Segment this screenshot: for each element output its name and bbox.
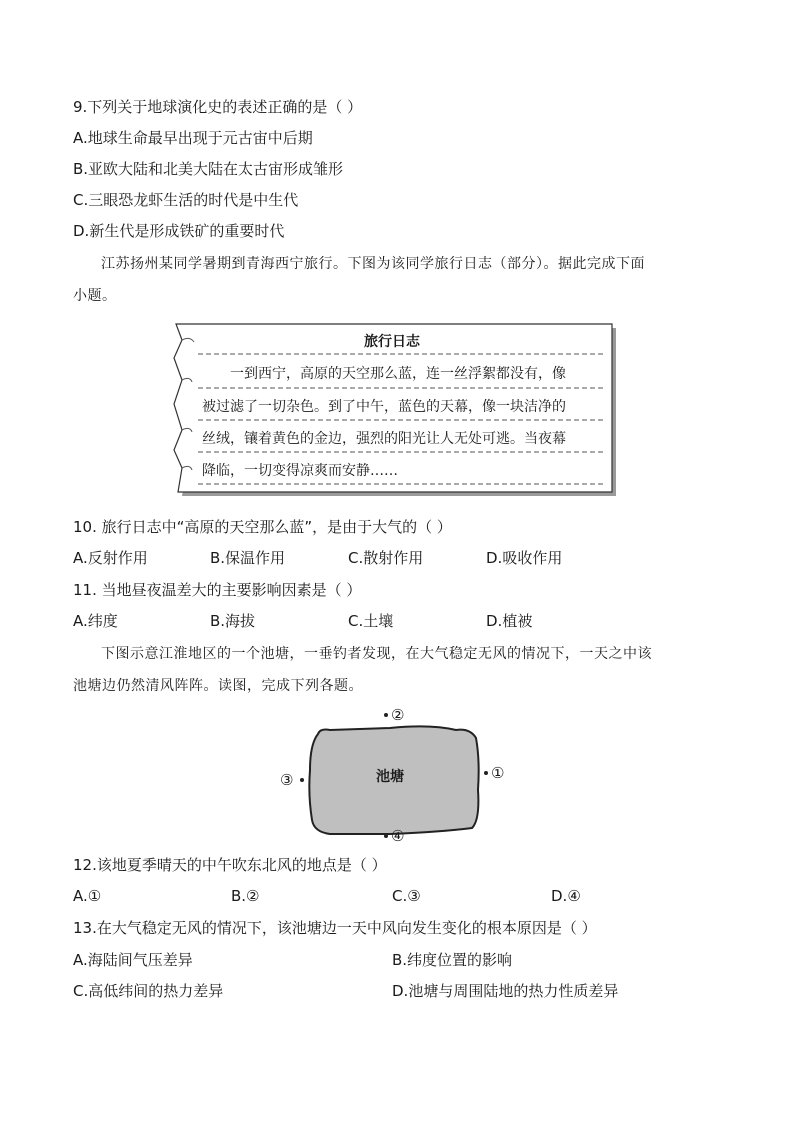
point-2-dot [384, 713, 388, 717]
travel-log-line: 降临，一切变得凉爽而安静…… [202, 463, 398, 479]
q12-option-a: A.① [73, 887, 102, 905]
q11-stem: 11. 当地昼夜温差大的主要影响因素是（ ） [73, 581, 362, 599]
q10-option-a: A.反射作用 [73, 549, 148, 567]
q13-stem: 13.在大气稳定无风的情况下，该池塘边一天中风向发生变化的根本原因是（ ） [73, 919, 597, 937]
point-3-dot [300, 778, 304, 782]
intro-travel-line2: 小题。 [73, 288, 117, 304]
q13-option-b: B.纬度位置的影响 [392, 951, 513, 969]
intro-pond-line1: 下图示意江淮地区的一个池塘，一垂钓者发现，在大气稳定无风的情况下，一天之中该 [101, 646, 652, 662]
intro-travel [73, 248, 728, 312]
q10-option-d: D.吸收作用 [486, 549, 563, 567]
travel-log-title: 旅行日志 [364, 334, 420, 350]
q12-stem: 12.该地夏季晴天的中午吹东北风的地点是（ ） [73, 856, 387, 874]
q9-option-b: B.亚欧大陆和北美大陆在太古宙形成雏形 [73, 160, 344, 178]
point-2-label: ② [391, 706, 405, 724]
q11-option-d: D.植被 [486, 612, 533, 630]
point-4-dot [384, 834, 388, 838]
q9-option-c: C.三眼恐龙虾生活的时代是中生代 [73, 191, 299, 209]
q12-option-d: D.④ [551, 887, 581, 905]
q11-option-b: B.海拔 [210, 612, 256, 630]
q10-option-b: B.保温作用 [210, 549, 286, 567]
travel-log-figure [172, 322, 618, 497]
travel-log-line: 一到西宁，高原的天空那么蓝，连一丝浮絮都没有，像 [230, 366, 566, 382]
q13-option-d: D.池塘与周围陆地的热力性质差异 [392, 982, 619, 1000]
point-1-label: ① [491, 764, 505, 782]
pond-label: 池塘 [376, 769, 404, 785]
q13-option-a: A.海陆间气压差异 [73, 951, 193, 969]
q12-option-c: C.③ [392, 887, 421, 905]
pond-figure [270, 700, 530, 850]
point-4-label: ④ [391, 827, 405, 845]
travel-log-line: 被过滤了一切杂色。到了中午，蓝色的天幕，像一块洁净的 [202, 399, 566, 415]
intro-travel-line1: 江苏扬州某同学暑期到青海西宁旅行。下图为该同学旅行日志（部分）。据此完成下面 [101, 256, 645, 272]
q9-option-d: D.新生代是形成铁矿的重要时代 [73, 222, 285, 240]
q10-option-c: C.散射作用 [348, 549, 424, 567]
q9-option-a: A.地球生命最早出现于元古宙中后期 [73, 129, 313, 147]
travel-log-line: 丝绒，镶着黄色的金边，强烈的阳光让人无处可逃。当夜幕 [202, 431, 566, 447]
q12-option-b: B.② [231, 887, 260, 905]
intro-pond [73, 638, 728, 702]
q13-option-c: C.高低纬间的热力差异 [73, 982, 224, 1000]
q9-stem: 9.下列关于地球演化史的表述正确的是（ ） [73, 98, 363, 116]
q11-option-c: C.土壤 [348, 612, 394, 630]
q10-stem: 10. 旅行日志中“高原的天空那么蓝”，是由于大气的（ ） [73, 518, 452, 536]
point-1-dot [484, 771, 488, 775]
point-3-label: ③ [280, 771, 294, 789]
intro-pond-line2: 池塘边仍然清风阵阵。读图，完成下列各题。 [73, 678, 363, 694]
q11-option-a: A.纬度 [73, 612, 118, 630]
